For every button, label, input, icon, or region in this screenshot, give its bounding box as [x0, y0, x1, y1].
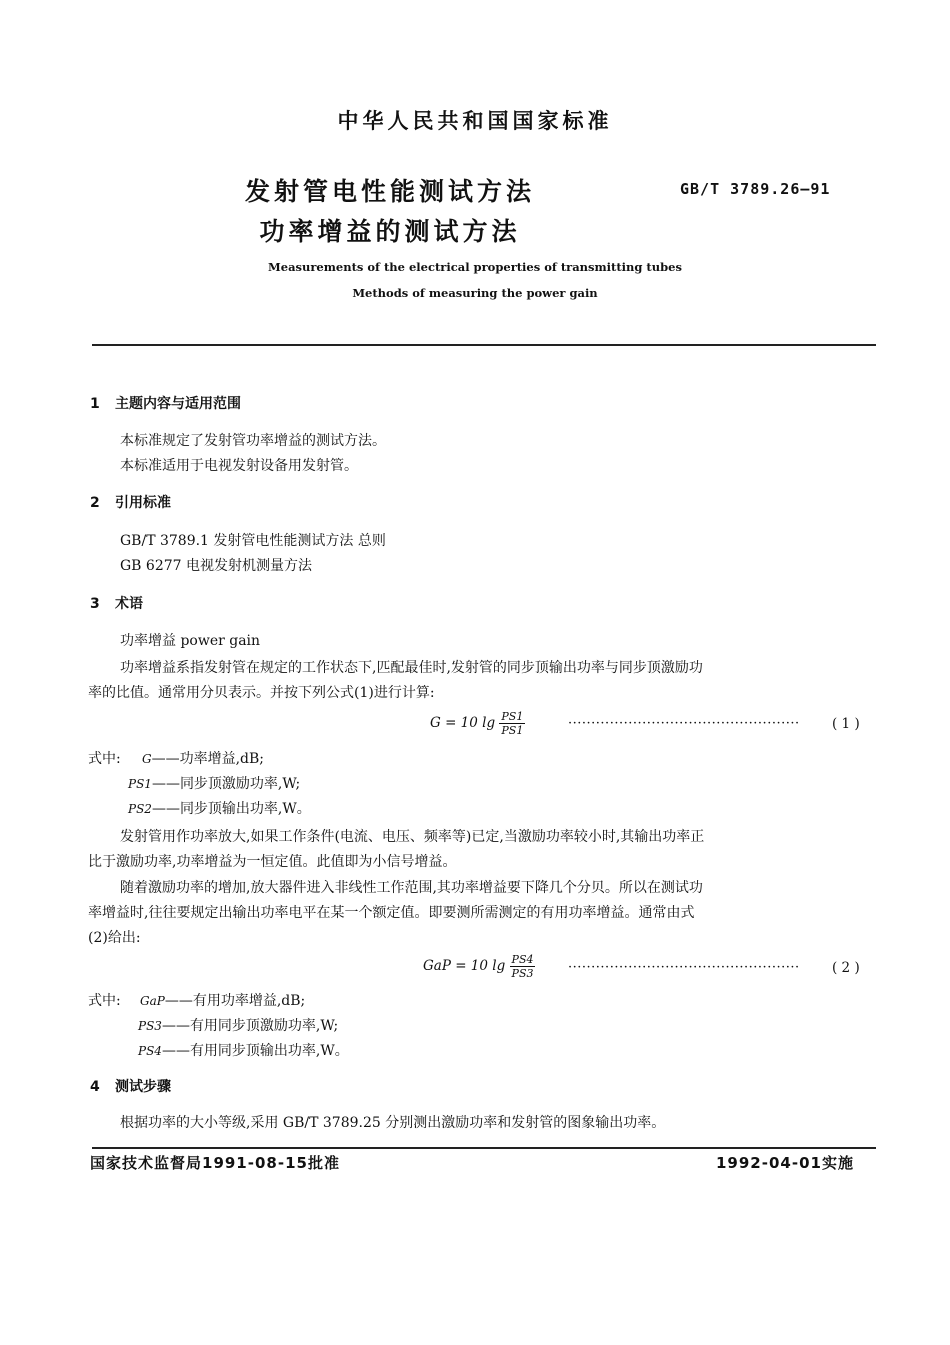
section-number: 4 — [90, 1079, 100, 1095]
footer-divider — [92, 1147, 876, 1149]
where-2-ps3 — [138, 1015, 338, 1035]
section-3-paragraph-2b: 比于激励功率,功率增益为一恒定值。此值即为小信号增益。 — [88, 854, 457, 870]
where-1-ps2 — [128, 798, 311, 818]
section-number: 3 — [90, 596, 100, 612]
section-1-paragraph-2: 本标准适用于电视发射设备用发射管。 — [120, 458, 358, 474]
where-1-intro: 式中: — [88, 751, 121, 767]
where-2-ps4 — [138, 1040, 349, 1060]
section-3-paragraph-2a: 发射管用作功率放大,如果工作条件(电流、电压、频率等)已定,当激励功率较小时,其输出功率正 — [120, 829, 705, 845]
section-1-heading — [90, 393, 241, 413]
formula-1 — [430, 710, 525, 737]
formula-1-leader-dots: ·················································· — [568, 716, 800, 731]
formula-fraction — [499, 710, 525, 737]
national-standard-heading: 中华人民共和国国家标准 — [337, 108, 613, 133]
symbol: G — [142, 752, 152, 766]
where-1-g — [142, 748, 264, 768]
approval-date: 国家技术监督局1991-08-15批准 — [90, 1154, 340, 1172]
where-1-ps1 — [128, 773, 300, 793]
formula-denominator: PS3 — [511, 967, 534, 980]
section-title: 测试步骤 — [115, 1079, 171, 1095]
symbol-description: ——同步顶输出功率,W。 — [151, 801, 311, 817]
header-divider — [92, 344, 876, 346]
document-title-line2: 功率增益的测试方法 — [259, 217, 521, 246]
formula-2-leader-dots: ·················································· — [568, 960, 800, 975]
symbol-description: ——有用同步顶激励功率,W; — [161, 1018, 339, 1034]
section-3-paragraph-1a: 功率增益系指发射管在规定的工作状态下,匹配最佳时,发射管的同步顶输出功率与同步顶激励功 — [120, 660, 703, 676]
section-title: 主题内容与适用范围 — [115, 396, 241, 412]
where-2-gap — [140, 990, 305, 1010]
symbol: PS1 — [128, 777, 152, 791]
symbol: PS2 — [128, 802, 152, 816]
english-title-line1: Measurements of the electrical properties of transmitting tubes — [268, 260, 682, 274]
reference-1: GB/T 3789.1 发射管电性能测试方法 总则 — [120, 533, 386, 549]
symbol: GaP — [140, 994, 165, 1008]
section-4-heading — [90, 1076, 171, 1096]
reference-2: GB 6277 电视发射机测量方法 — [120, 558, 313, 574]
symbol-description: ——有用同步顶输出功率,W。 — [161, 1043, 349, 1059]
section-number: 2 — [90, 495, 100, 511]
formula-lhs: GaP = 10 lg — [423, 958, 506, 974]
document-title-line1: 发射管电性能测试方法 — [244, 177, 535, 206]
section-3-paragraph-1b: 率的比值。通常用分贝表示。并按下列公式(1)进行计算: — [88, 685, 435, 701]
symbol-description: ——有用功率增益,dB; — [164, 993, 306, 1009]
formula-fraction — [510, 953, 536, 980]
formula-2-label: ( 2 ) — [832, 960, 860, 976]
symbol-description: ——同步顶激励功率,W; — [151, 776, 301, 792]
formula-2 — [423, 953, 535, 980]
formula-numerator: PS4 — [511, 953, 534, 966]
section-2-heading — [90, 492, 171, 512]
term-definition: 功率增益 power gain — [120, 633, 261, 649]
section-3-paragraph-3a: 随着激励功率的增加,放大器件进入非线性工作范围,其功率增益要下降几个分贝。所以在测试功 — [120, 880, 703, 896]
formula-numerator: PS1 — [501, 710, 524, 723]
section-3-paragraph-3c: (2)给出: — [88, 930, 141, 946]
symbol-description: ——功率增益,dB; — [151, 751, 265, 767]
where-2-intro: 式中: — [88, 993, 121, 1009]
english-title-line2: Methods of measuring the power gain — [352, 286, 598, 300]
formula-1-label: ( 1 ) — [832, 716, 860, 732]
formula-denominator: PS1 — [501, 724, 524, 737]
section-title: 引用标准 — [115, 495, 171, 511]
section-number: 1 — [90, 396, 100, 412]
section-3-paragraph-3b: 率增益时,往往要规定出输出功率电平在某一个额定值。即要测所需测定的有用功率增益。通常由式 — [88, 905, 695, 921]
symbol: PS3 — [138, 1019, 162, 1033]
symbol: PS4 — [138, 1044, 162, 1058]
standard-number: GB/T 3789.26—91 — [680, 180, 831, 198]
section-title: 术语 — [115, 596, 143, 612]
section-1-paragraph-1: 本标准规定了发射管功率增益的测试方法。 — [120, 433, 386, 449]
effective-date: 1992-04-01实施 — [716, 1154, 854, 1172]
formula-lhs: G = 10 lg — [430, 715, 496, 731]
section-4-paragraph-1: 根据功率的大小等级,采用 GB/T 3789.25 分别测出激励功率和发射管的图象输出功率。 — [120, 1115, 666, 1131]
section-3-heading — [90, 593, 143, 613]
